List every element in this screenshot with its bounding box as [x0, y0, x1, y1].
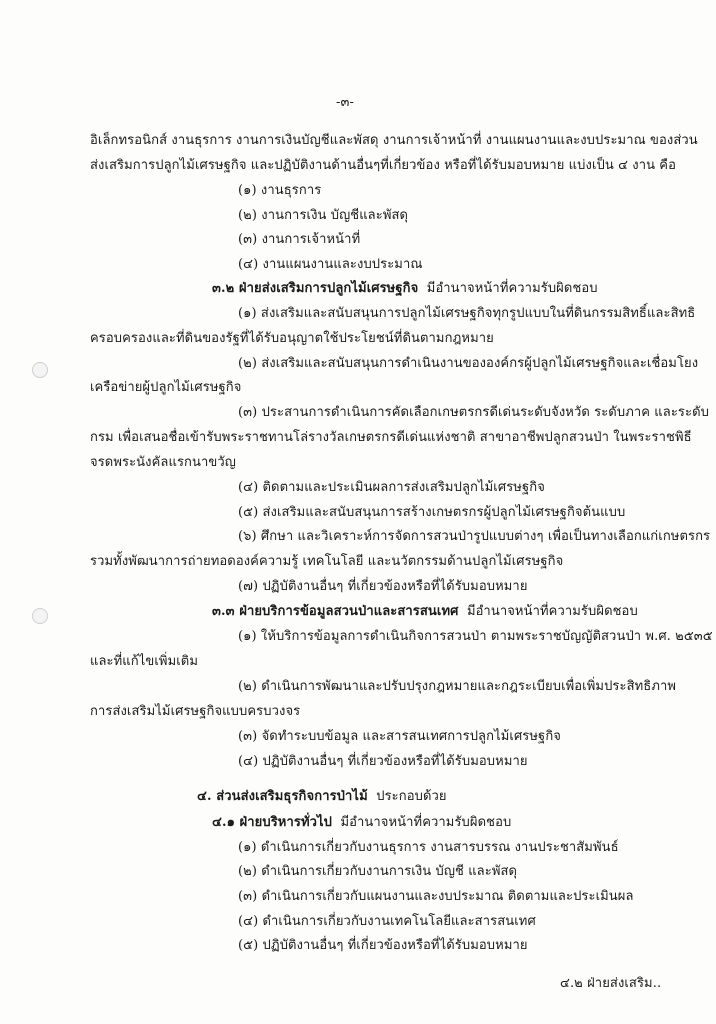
section-4-heading-rest: ประกอบด้วย — [376, 789, 447, 804]
punch-hole-mark — [32, 362, 48, 378]
s32-item-2b: เครือข่ายผู้ปลูกไม้เศรษฐกิจ — [90, 380, 242, 395]
section-4-heading-line — [197, 789, 447, 805]
section-4-heading: ๔. ส่วนส่งเสริมธุรกิจการป่าไม้ — [197, 789, 368, 804]
s41-item: (๑) ดำเนินการเกี่ยวกับงานธุรการ งานสารบรรณ งานประชาสัมพันธ์ — [238, 840, 619, 855]
s33-item-3: (๓) จัดทำระบบข้อมูล และสารสนเทศการปลูกไม้เศรษฐกิจ — [238, 729, 562, 744]
s33-item-4: (๔) ปฏิบัติงานอื่นๆ ที่เกี่ยวข้องหรือที่ได้รับมอบหมาย — [238, 754, 528, 769]
s41-item: (๕) ปฏิบัติงานอื่นๆ ที่เกี่ยวข้องหรือที่ได้รับมอบหมาย — [238, 938, 528, 953]
s41-item: (๔) ดำเนินการเกี่ยวกับงานเทคโนโลยีและสารสนเทศ — [238, 914, 536, 929]
section-4-1-heading-rest: มีอำนาจหน้าที่ความรับผิดชอบ — [340, 815, 512, 830]
s32-item-4: (๔) ติดตามและประเมินผลการส่งเสริมปลูกไม้เศรษฐกิจ — [238, 480, 545, 495]
s32-item-6b: รวมทั้งพัฒนาการถ่ายทอดองค์ความรู้ เทคโนโลยี และนวัตกรรมด้านปลูกไม้เศรษฐกิจ — [90, 554, 564, 569]
work-item: (๔) งานแผนงานและงบประมาณ — [238, 257, 423, 272]
s32-item-1b: ครอบครองและที่ดินของรัฐที่ได้รับอนุญาตใช้ประโยชน์ที่ดินตามกฎหมาย — [90, 331, 494, 346]
s32-item-6a: (๖) ศึกษา และวิเคราะห์การจัดการสวนป่ารูปแบบต่างๆ เพื่อเป็นทางเลือกแก่เกษตรกร — [238, 529, 711, 544]
section-4-1-heading-line — [212, 815, 511, 831]
s32-item-2a: (๒) ส่งเสริมและสนับสนุนการดำเนินงานขององค์กรผู้ปลูกไม้เศรษฐกิจและเชื่อมโยง — [238, 356, 699, 371]
intro-line-1: อิเล็กทรอนิกส์ งานธุรการ งานการเงินบัญชีและพัสดุ งานการเจ้าหน้าที่ งานแผนงานและงบประมาณ ของส่วน — [90, 133, 698, 148]
section-4-1-heading: ๔.๑ ฝ่ายบริหารทั่วไป — [212, 815, 333, 830]
s32-item-5: (๕) ส่งเสริมและสนับสนุนการสร้างเกษตรกรผู้ปลูกไม้เศรษฐกิจต้นแบบ — [238, 505, 626, 520]
section-3-3-heading-line — [212, 604, 638, 620]
work-item: (๑) งานธุรการ — [238, 183, 322, 198]
section-3-2-heading-rest: มีอำนาจหน้าที่ความรับผิดชอบ — [426, 281, 598, 296]
section-3-2-heading: ๓.๒ ฝ่ายส่งเสริมการปลูกไม้เศรษฐกิจ — [212, 281, 419, 296]
punch-hole-mark — [32, 608, 48, 624]
s41-item: (๒) ดำเนินการเกี่ยวกับงานการเงิน บัญชี และพัสดุ — [238, 864, 518, 879]
section-3-2-heading-line — [212, 281, 598, 297]
s32-item-3a: (๓) ประสานการดำเนินการคัดเลือกเกษตรกรดีเด่นระดับจังหวัด ระดับภาค และระดับ — [238, 405, 709, 420]
work-item: (๓) งานการเจ้าหน้าที่ — [238, 232, 361, 247]
s33-item-2b: การส่งเสริมไม้เศรษฐกิจแบบครบวงจร — [90, 704, 301, 719]
s33-item-1a: (๑) ให้บริการข้อมูลการดำเนินกิจการสวนป่า ตามพระราชบัญญัติสวนป่า พ.ศ. ๒๕๓๕ — [238, 629, 713, 644]
s33-item-1b: และที่แก้ไขเพิ่มเติม — [90, 654, 199, 669]
s32-item-1a: (๑) ส่งเสริมและสนับสนุนการปลูกไม้เศรษฐกิจทุกรูปแบบในที่ดินกรรมสิทธิ์และสิทธิ — [238, 306, 696, 321]
s41-item: (๓) ดำเนินการเกี่ยวกับแผนงานและงบประมาณ ติดตามและประเมินผล — [238, 889, 634, 904]
s32-item-3c: จรดพระนังคัลแรกนาขวัญ — [90, 455, 236, 470]
s32-item-7: (๗) ปฏิบัติงานอื่นๆ ที่เกี่ยวข้องหรือที่ได้รับมอบหมาย — [238, 579, 528, 594]
work-item: (๒) งานการเงิน บัญชีและพัสดุ — [238, 208, 409, 223]
s32-item-3b: กรม เพื่อเสนอชื่อเข้ารับพระราชทานโล่รางวัลเกษตรกรดีเด่นแห่งชาติ สาขาอาชีพปลูกสวนป่า ในพระราชพิธี — [90, 430, 692, 445]
next-page-reference: ๔.๒ ฝ่ายส่งเสริม.. — [560, 976, 662, 991]
s33-item-2a: (๒) ดำเนินการพัฒนาและปรับปรุงกฎหมายและกฎระเบียบเพื่อเพิ่มประสิทธิภาพ — [238, 679, 677, 694]
page-number: -๓- — [336, 95, 354, 110]
section-3-3-heading: ๓.๓ ฝ่ายบริการข้อมูลสวนป่าและสารสนเทศ — [212, 604, 459, 619]
section-3-3-heading-rest: มีอำนาจหน้าที่ความรับผิดชอบ — [466, 604, 638, 619]
intro-line-2: ส่งเสริมการปลูกไม้เศรษฐกิจ และปฏิบัติงานด้านอื่นๆที่เกี่ยวข้อง หรือที่ได้รับมอบหมาย แบ่งเป็น ๔ งาน คือ — [90, 158, 677, 173]
